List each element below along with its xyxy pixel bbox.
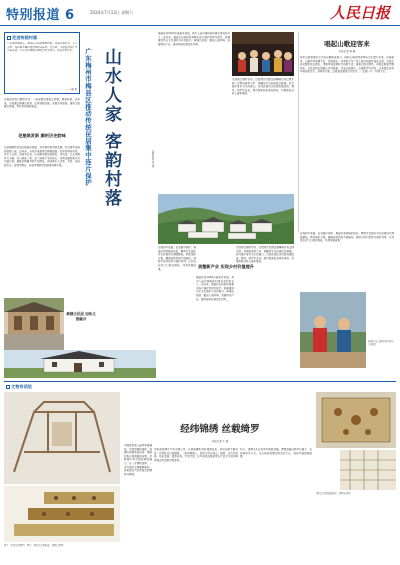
courtyard-photo (4, 298, 64, 350)
performance-photo (232, 32, 294, 76)
bottom-caption: 图①：织机复原模型；图②：丝织品文物局部。博物馆供图 (4, 544, 64, 547)
right-box-head: 唱起山歌迎客来 (324, 40, 370, 48)
bottom-right-caption: 丝织品文物局部纹样。博物馆供图 (316, 492, 351, 495)
bottom-body-3: 如今，丝绸文化在传承中创新发展。博物馆通过数字化展示、互动体验等方式，让古老的丝绸文物走近大众，讲好中国丝绸故事。 (240, 448, 312, 459)
left-subhead-1: 老屋焕发新 颜析历史韵味 (18, 133, 66, 138)
mid-subhead: 美整新产业 实现乡村价值提升 (198, 264, 254, 269)
issue-date: 2024年7月13日 星期六 (90, 10, 134, 15)
right-box-body: 客家山歌是客家文化的重要组成部分，被列入国家级非物质文化遗产名录。在梅县区，山歌声声传唱不息。每到周末，村里的文化广场上都会响起悠扬的山歌，村民们自发组织起山歌队，用歌声讲述新时代的新生活。游客们驻足聆听，有的还跟着学唱起来。当地还把山歌融入乡村旅游，开发山歌演艺、山歌研学等项目，让非遗在传承中焕发新活力。老歌手们说，山歌是祖辈留下的宝贝，一定要一代一代唱下去。 (300, 56, 394, 74)
square-icon (7, 36, 11, 40)
intro-box-head: 走进传统村落 (7, 35, 37, 41)
intro-box-sign: ——编 者 (66, 88, 77, 91)
loom-photo (4, 392, 120, 484)
intro-box-body: 广东梅州梅县区，是客家人的重要聚居地。这里山清水秀，人文荟萃，保存着大量传统村落和古民居。近年来，当地坚持保护与发展并重，让古老村落焕发新的生机与活力，留住乡愁记忆。 (7, 42, 77, 53)
left-subhead-2: 修缮古民居 加快文旅融合 (66, 312, 96, 321)
mid-body-2: 走进南口镇侨乡村，白墙黛瓦的围龙屋掩映在青山绿水间。村里的南华又庐、德馨堂等古民居经过修缮，成为展示客家文化的窗口。当地还依托古民居发展民宿、餐饮、研学等业态，吸引游客前来观光体验，村集体经济收入逐年增加。 (232, 78, 294, 96)
right-box-byline: 本报记者 李 刚 (338, 50, 356, 53)
mid-body-4: 梅县区有1000多座客家民居，其中入选中国传统村落名录的有多个。近年来，梅县区以传统村落集中连片保护利用为抓手，统筹推进历史文化保护与乡村振兴，修缮古民居、整治人居环境、发展特色产业，推动传统村落活化利用。 (196, 276, 234, 301)
page-number: 6 (65, 8, 75, 23)
newspaper-logo: 人民日报 (329, 4, 390, 22)
square-icon (6, 385, 10, 389)
village-landscape-photo (158, 194, 294, 244)
embroidery-photo (316, 392, 396, 448)
bottom-body-1: 中国是世界上最早养蚕缫丝、织造丝绸的国家。丝绸以其精美的纹样、绚丽的色彩和细腻的质感，承载着中华文明的独特魅力。在一家博物馆里，一件件丝织文物静静陈列，诉说着古代织造技艺的精妙与辉煌。 (124, 444, 152, 476)
byline: 本报记者 李 刚 (151, 150, 154, 168)
right-photo-caption: 梅县区南口镇侨乡村风貌。李 刚摄 (368, 340, 396, 347)
bottom-byline: 本报记者 王 斌 (211, 440, 229, 443)
mid-body-1: 梅县区有1000多座客家民居，其中入选中国传统村落名录的有多个。近年来，梅县区以传统村落集中连片保护利用为抓手，统筹推进历史文化保护与乡村振兴，修缮古民居、整治人居环境、发展特色产业，推动传统村落活化利用。 (158, 32, 230, 46)
bottom-divider (4, 381, 396, 382)
mid-body-5: 走进南口镇侨乡村，白墙黛瓦的围龙屋掩映在青山绿水间。村里的南华又庐、德馨堂等古民居经过修缮，成为展示客家文化的窗口。当地还依托古民居发展民宿、餐饮、研学等业态，吸引游客前来观光体验，村集体经济收入逐年增加。 (236, 246, 294, 264)
mid-body-3: 在保护中发展，在发展中保护。梅县区坚持修旧如旧，聘请专业团队对古民居进行测绘建档，制定保护方案，确保传统风貌不被破坏。同时引导村民参与保护利用，让村民在家门口就业增收，共享发展成果。 (158, 246, 196, 271)
main-subtitle: 广东梅州市梅县区推动传统民居集中连片保护 (84, 48, 92, 186)
bottom-box-head: 文物有话说 (6, 384, 32, 390)
bottom-title: 经纬锦绣 丝载绮罗 (180, 424, 260, 435)
singing-photo (300, 292, 366, 368)
white-house-photo (4, 350, 156, 378)
section-title: 特别报道 6 (6, 8, 75, 23)
bottom-body-2: 织机是丝绸生产的关键工具。从原始腰机到花楼提花机，织机结构不断改进，织造技艺日趋精湛。一块块锦缎上，经纬交织出祥云、瑞兽、花卉等纹样，色彩富丽，寓意吉祥。专家介绍，这些丝织品是研究古代社会生活和审美观念的重要实物资料。 (154, 448, 238, 462)
silk-fragment-photo (4, 486, 120, 542)
left-body-top: 在梅县区南口镇侨乡村，一座座围龙屋依山而建，错落有致。近年来，当地通过修缮古民居、完善基础设施、发展乡村旅游，推动文旅融合发展，带动村民增收致富。 (4, 98, 80, 109)
brocade-photo (340, 450, 396, 490)
masthead (0, 0, 400, 26)
left-body-1: 白宫镇新联村地处梅县区西部，村中现存客家围龙屋、杠式屋等传统民居数十座。近年来，当地对老屋进行修缮加固，恢复其原有风貌，并引入文创、民宿等业态，让老屋重新热闹起来。村民说，过去老屋年久失修，如今焕然一新，成了游客打卡的地方。村里还建起客家文化展示馆，展陈农耕器具和生活用品，讲述客家人迁徙、开基、创业的历史。每逢节假日，前来参观研学的游客络绎不绝。 (4, 146, 80, 167)
main-title: 山水人家 客韵村落 (101, 48, 121, 208)
right-box-body-2: 在保护中发展，在发展中保护。梅县区坚持修旧如旧，聘请专业团队对古民居进行测绘建档，制定保护方案，确保传统风貌不被破坏。同时引导村民参与保护利用，让村民在家门口就业增收，共享发展成果。 (300, 232, 394, 243)
